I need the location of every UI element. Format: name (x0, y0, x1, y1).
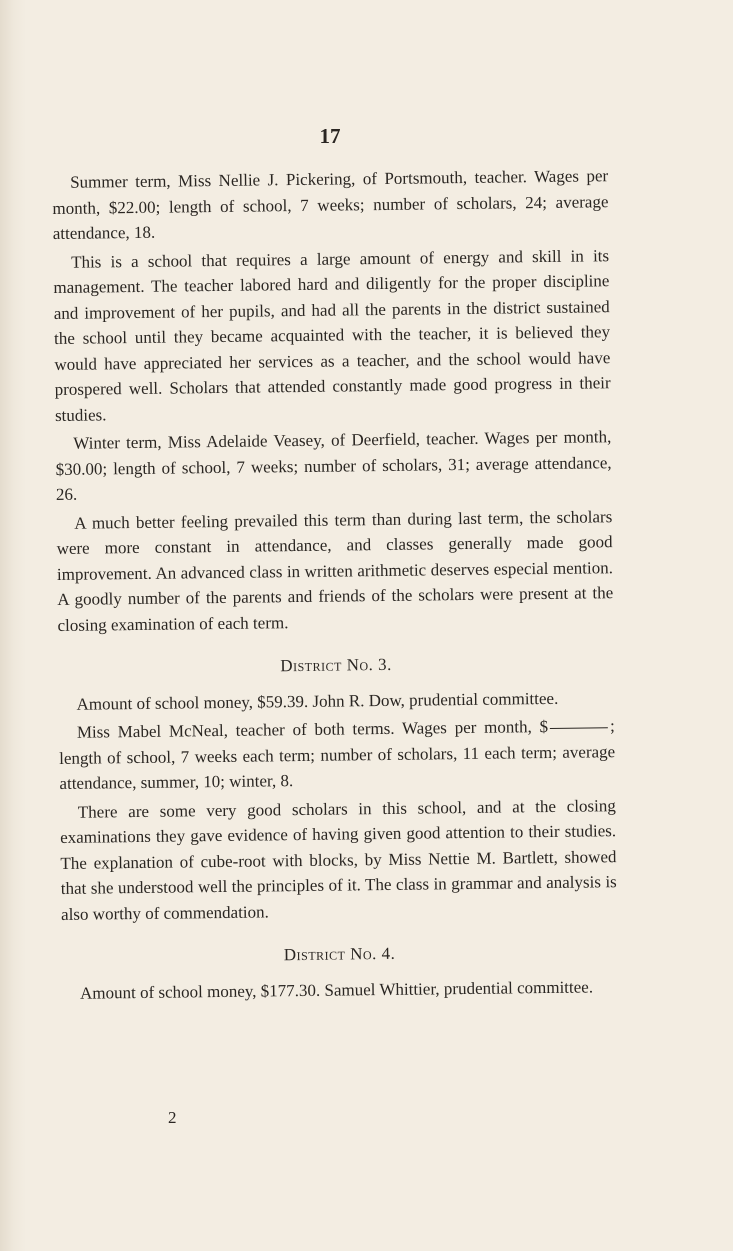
heading-district-3: District No. 3. (280, 654, 392, 676)
wages-text-before: Miss Mabel McNeal, teacher of both terms. Wages per month, $ (76, 716, 549, 742)
signature-mark: 2 (168, 1108, 177, 1127)
paragraph-better-feeling: A much better feeling prevailed this term than during last term, the scholars were more constant in attendance, and classes generally made good improvement. An advanced class in written arithmetic deserves especial mention. A goodly number of the parents and friends of the scholars were present at the closing examination of each term. (56, 506, 614, 635)
heading-district-4: District No. 4. (283, 943, 396, 965)
paragraph-winter-term: Winter term, Miss Adelaide Veasey, of Deerfield, teacher. Wages per month, $30.00; length of school, 7 weeks; number of scholars, 31; average attendance, 26. (55, 427, 612, 504)
page-number: 17 (319, 124, 341, 148)
paragraph-district-4-money: Amount of school money, $177.30. Samuel Whittier, prudential committee. (79, 976, 594, 1003)
paragraph-mcneal-wages (59, 713, 616, 796)
paragraph-summer-term: Summer term, Miss Nellie J. Pickering, of Portsmouth, teacher. Wages per month, $22.00; length of school, 7 weeks; number of scholars, 24; average attendance, 18. (52, 166, 609, 243)
paragraph-school-management: This is a school that requires a large amount of energy and skill in its management. The teacher labored hard and diligently for the proper discipline and improvement of her pupils, and had all the parents in the district sustained the school until they became acquainted with the teacher, it is believed they would have appreciated her services as a teacher, and the school would have prospered well. Scholars that attended constantly made good progress in their studies. (53, 245, 611, 425)
blank-wages-line (550, 727, 608, 729)
paragraph-good-scholars: There are some very good scholars in this school, and at the closing examinations they gave evidence of having given good attention to their studies. The explanation of cube-root with blocks, by Miss Nettie M. Bartlett, showed that she understood well the principles of it. The class in grammar and analysis is also worthy of commendation. (60, 795, 617, 924)
body-text (52, 163, 618, 1009)
paragraph-district-3-money: Amount of school money, $59.39. John R. Dow, prudential committee. (76, 688, 559, 714)
wages-text-after: ; length of school, 7 weeks each term; number of scholars, 11 each term; average attendance, summer, 10; winter, 8. (59, 716, 616, 793)
